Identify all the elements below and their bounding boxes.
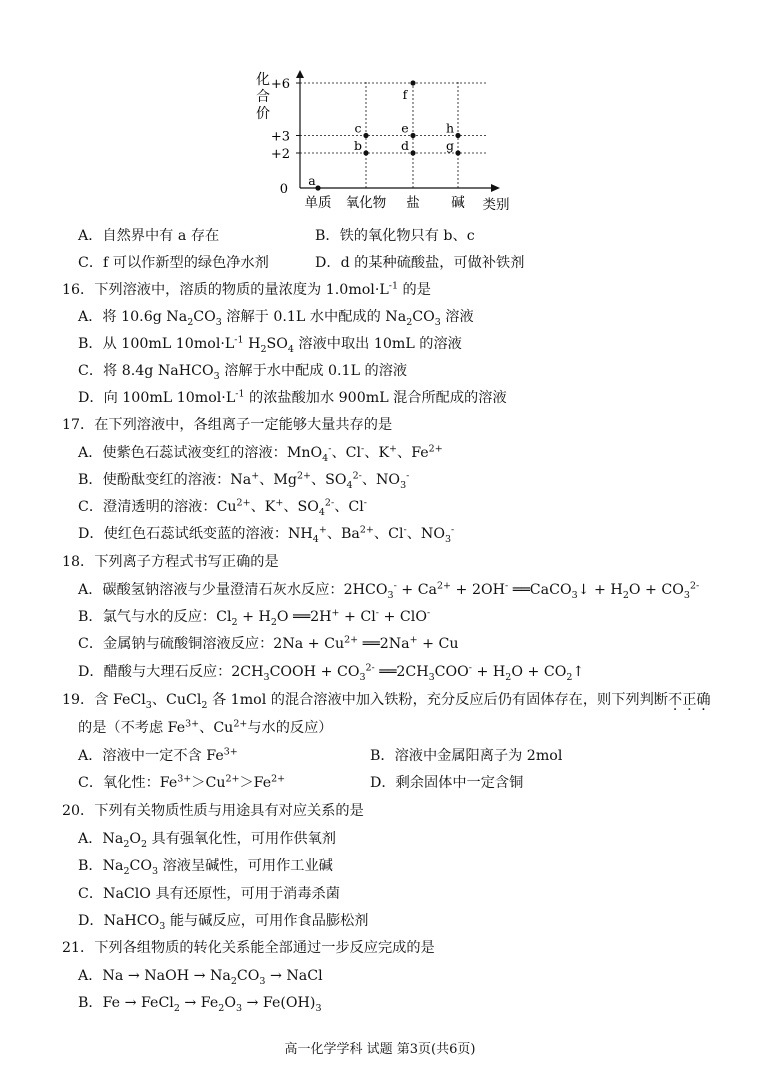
point-a [315, 185, 320, 190]
q16-option-a: A．将 10.6g $Na_2CO_3$ 溶解于 0.1L 水中配成的 $Na_2CO_3$ 溶液 [78, 309, 474, 328]
q21-option-b: B．Fe → FeCl$_2$ → $Fe_2O_3 \to Fe(OH)_3$ [78, 995, 322, 1014]
q18-option-d: D．醋酸与大理石反应：$2CH_3COOH + CO_3^{2-}$ $══2CH_3COO^- + H_2O$ + $CO_2↑$ [78, 662, 585, 683]
point-label-b: b [353, 138, 363, 153]
q15-option-c: C．f 可以作新型的绿色净水剂 [78, 255, 269, 271]
point-label-h: h [445, 120, 455, 136]
point-f [410, 80, 415, 85]
point-label-e: e [401, 120, 409, 136]
point-c [363, 133, 368, 138]
y-axis-label-char: 价 [256, 106, 270, 122]
point-b [363, 150, 368, 155]
q20-option-a: A．$Na_2O_2$ 具有强氧化性，可用作供氧剂 [78, 831, 336, 850]
y-tick-label: 0 [279, 182, 288, 197]
category-label: 单质 [304, 195, 332, 211]
q19-option-b: B．溶液中金属阳离子为 2mol [370, 748, 563, 764]
q21-stem: 21．下列各组物质的转化关系能全部通过一步反应完成的是 [62, 940, 435, 956]
q16-option-d: D．向 100mL $10mol\cdot L^{-1}$ 的浓盐酸加水 900mL 混合所配成的溶液 [78, 388, 507, 406]
q17-option-a: A．使紫色石蕊试液变红的溶液：MnO$_4$-、Cl-、K+、$Fe^{2+}$ [78, 443, 443, 464]
q18-stem: 18．下列离子方程式书写正确的是 [62, 554, 279, 570]
point-h [455, 133, 460, 138]
y-tick-label: +6 [270, 77, 290, 92]
q20-option-b: B．$Na_2CO_3$ 溶液呈碱性，可用作工业碱 [78, 858, 333, 877]
point-label-f: f [402, 87, 408, 102]
point-label-d: d [400, 138, 410, 153]
x-axis-arrow [491, 184, 500, 192]
q16-option-b: B．从 100mL $10mol\cdot L^{-1}$ $H_2SO_4$ 溶液中取出 10mL 的溶液 [78, 334, 462, 355]
q17-option-d: D．使红色石蕊试纸变蓝的溶液：$NH_4^+$、$Ba^{2+}$、Cl-、$NO_3^-$ [78, 524, 455, 545]
x-axis-label: 类别 [482, 197, 510, 213]
page-footer: 高一化学学科 试题 第3页(共6页) [284, 1042, 476, 1057]
q20-stem: 20．下列有关物质性质与用途具有对应关系的是 [62, 803, 364, 819]
q19-emphasis: 不正确 [668, 692, 711, 708]
q19-stem-line2: 的是（不考虑 $Fe^{3+}$、$Cu^{2+}$与水的反应） [78, 718, 333, 736]
point-g [455, 150, 460, 155]
q16-option-c: C．将 8.4g NaHCO$_3$ 溶解于水中配成 0.1L 的溶液 [78, 363, 408, 382]
category-label: 碱 [451, 195, 465, 211]
y-tick-label: +2 [270, 147, 290, 162]
y-axis-label-char: 化 [256, 72, 270, 88]
category-label: 盐 [406, 195, 420, 211]
valence-category-chart [250, 68, 510, 218]
q17-option-c: C．澄清透明的溶液：$Cu^{2+}$、K+、$SO_4^{2-}$、Cl- [78, 497, 367, 518]
q16-stem: 16．下列溶液中，溶质的物质的量浓度为 $1.0mol\cdot L^{-1}$ 的是 [62, 280, 431, 298]
point-d [410, 150, 415, 155]
q18-option-b: B．氯气与水的反应：$Cl_2 + H_2O$ ══2H+ + Cl- + ClO- [78, 607, 431, 628]
y-axis-arrow [296, 70, 304, 78]
category-label: 氧化物 [345, 195, 387, 211]
point-label-c: c [354, 120, 362, 136]
q19-stem-line1: 19．含 FeCl$_3$、CuCl$_2$ 各 1mol 的混合溶液中加入铁粉，充分反应后仍有固体存在，则下列判断不正确 [62, 692, 711, 711]
q19-option-d: D．剩余固体中一定含铜 [370, 775, 524, 791]
q15-option-a: A．自然界中有 a 存在 [78, 228, 220, 244]
q15-option-d: D．d 的某种硫酸盐，可做补铁剂 [315, 255, 525, 271]
q21-option-a: A．Na → NaOH → $Na_2CO_3$ → NaCl [78, 968, 323, 987]
q17-stem: 17．在下列溶液中，各组离子一定能够大量共存的是 [62, 417, 393, 433]
q20-option-c: C．NaClO 具有还原性，可用于消毒杀菌 [78, 886, 340, 902]
q19-option-a: A．溶液中一定不含 $Fe^{3+}$ [78, 746, 238, 764]
y-axis-label-char: 合 [256, 89, 270, 105]
q20-option-d: D．NaHCO$_3$ 能与碱反应，可用作食品膨松剂 [78, 913, 369, 932]
q19-option-c: C．氧化性：$Fe^{3+}>Cu^{2+}>Fe^{2+}$ [78, 773, 286, 791]
point-e [410, 133, 415, 138]
q17-option-b: B．使酚酞变红的溶液：Na+、$Mg^{2+}$、$SO_4^{2-}$、$NO_3^-$ [78, 470, 410, 491]
q18-option-a: A．碳酸氢钠溶液与少量澄清石灰水反应：$2HCO_3^- + Ca^{2+} + 2OH^-$ ══CaCO$_3$↓ + $H_2O + CO_3^{2-}$ [78, 580, 700, 601]
y-tick-label: +3 [270, 129, 290, 145]
point-label-a: a [308, 173, 316, 188]
q18-option-c: C．金属钠与硫酸铜溶液反应：$2Na + Cu^{2+}$ ══2Na+ + Cu [78, 634, 459, 652]
q15-option-b: B．铁的氧化物只有 b、c [315, 228, 475, 244]
point-label-g: g [445, 138, 455, 153]
